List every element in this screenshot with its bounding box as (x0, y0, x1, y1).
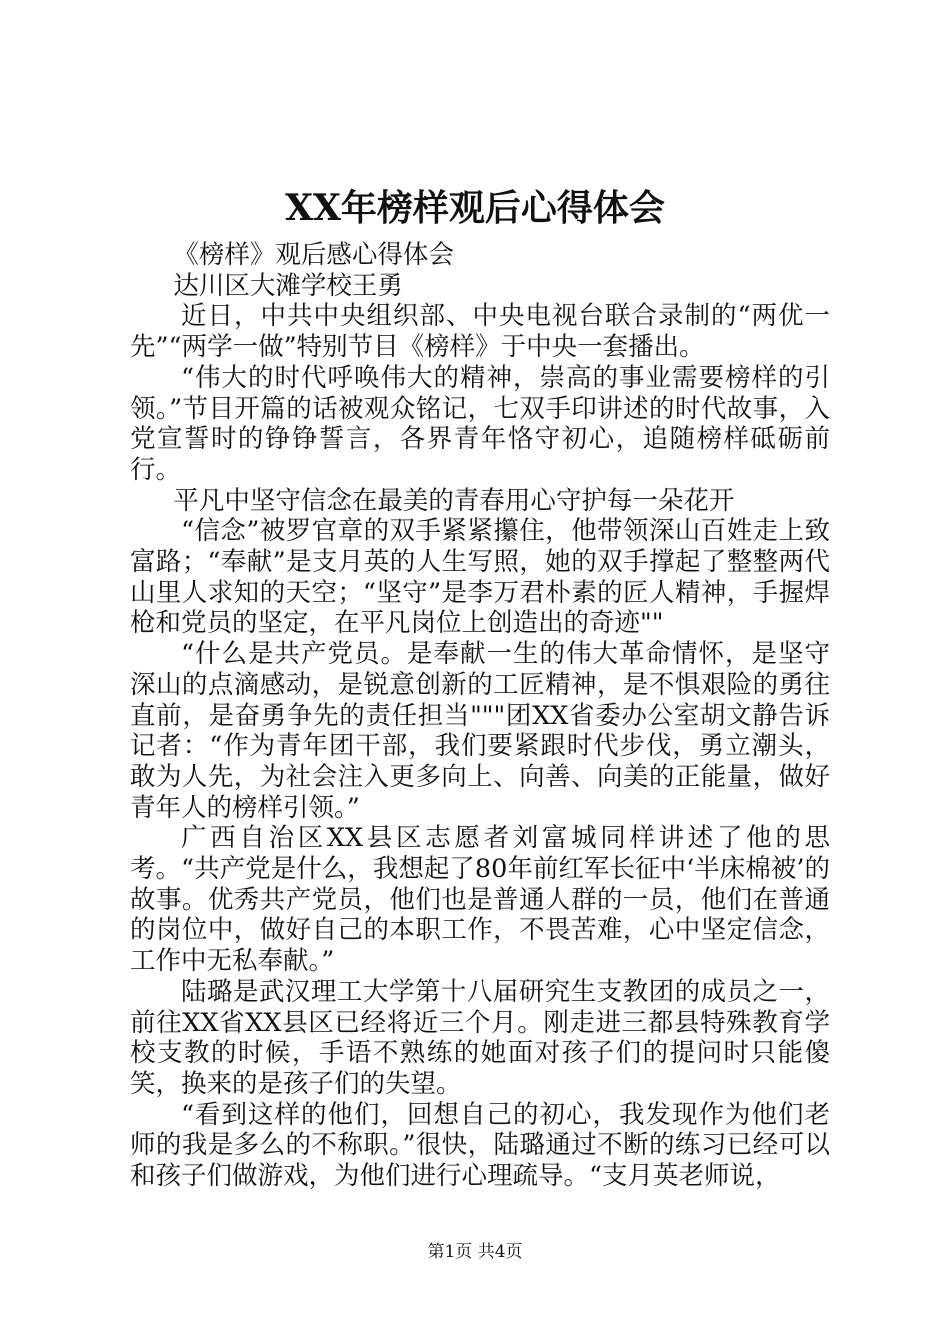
author-paragraph: 达川区大滩学校王勇 (173, 270, 403, 301)
body-paragraph: 广西自治区XX县区志愿者刘富城同样讲述了他的思考。“共产党是什么，我想起了80年前红军长征中‘半床棉被’的故事。优秀共产党员，他们也是普通人群的一员，他们在普通的岗位中，做好自己的本职工作，不畏苦难，心中坚定信念，工作中无私奉献。” (130, 823, 830, 977)
section-heading: 平凡中坚守信念在最美的青春用心守护每一朵花开 (173, 485, 735, 516)
body-paragraph: “伟大的时代呼唤伟大的精神，崇高的事业需要榜样的引领。”节目开篇的话被观众铭记，七双手印讲述的时代故事，入党宣誓时的铮铮誓言，各界青年恪守初心，追随榜样砥砺前行。 (130, 362, 830, 485)
body-paragraph: 近日，中共中央组织部、中央电视台联合录制的“两优一先”“两学一做”特别节目《榜样》于中央一套播出。 (130, 301, 830, 363)
body-paragraph: “什么是共产党员。是奉献一生的伟大革命情怀，是坚守深山的点滴感动，是锐意创新的工匠精神，是不惧艰险的勇往直前，是奋勇争先的责任担当"""团XX省委办公室胡文静告诉记者：“作为青年团干部，我们要紧跟时代步伐，勇立潮头，敢为人先，为社会注入更多向上、向善、向美的正能量，做好青年人的榜样引领。” (130, 639, 830, 823)
body-paragraph: “看到这样的他们，回想自己的初心，我发现作为他们老师的我是多么的不称职。”很快，陆璐通过不断的练习已经可以和孩子们做游戏，为他们进行心理疏导。“支月英老师说， (130, 1099, 830, 1192)
document-title: XX年榜样观后心得体会 (285, 187, 665, 229)
document-body (130, 240, 830, 1192)
subtitle-paragraph: 《榜样》观后感心得体会 (173, 240, 454, 270)
body-paragraph: 陆璐是武汉理工大学第十八届研究生支教团的成员之一，前往XX省XX县区已经将近三个月。刚走进三都县特殊教育学校支教的时候，手语不熟练的她面对孩子们的提问时只能傻笑，换来的是孩子们的失望。 (130, 976, 830, 1099)
page-footer: 第1页 共4页 (427, 1242, 523, 1262)
body-paragraph: “信念”被罗官章的双手紧紧攥住，他带领深山百姓走上致富路；“奉献”是支月英的人生写照，她的双手撑起了整整两代山里人求知的天空；“坚守”是李万君朴素的匠人精神，手握焊枪和党员的坚定，在平凡岗位上创造出的奇迹"" (130, 516, 830, 639)
